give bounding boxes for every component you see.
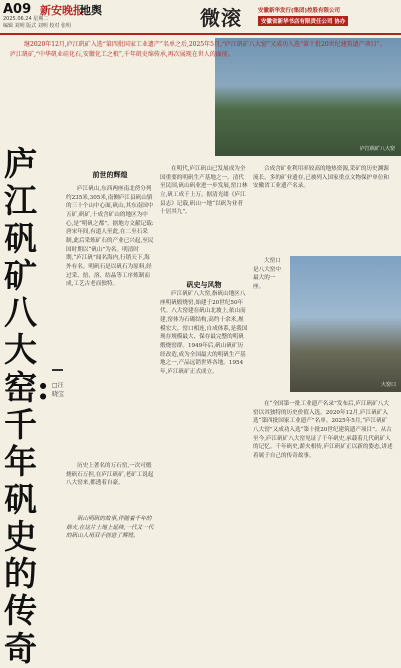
editors-line: 编辑 刘明 版式 刘明 校对 张明 (3, 23, 71, 29)
subhead-past-glory: 前世的辉煌 (92, 171, 128, 179)
photo-caption-top: 庐江矾矿八大窑 (359, 146, 395, 152)
body-column-1b: 历史上著名的万石窑,一次可煅烧矾石万担,在庐江矾矿,老矿工说起八大窑来,都透着自豪。 (66, 463, 154, 487)
photo-caption-side: 大窑口 (380, 382, 396, 388)
author-divider (52, 369, 63, 371)
header-rule (0, 33, 401, 35)
body-column-2: 在明代,庐江矾山已发展成为全国重要的明矾生产基地之一。清代至民国,矾山矾业进一步发展,窑口林立,矾工成千上万。据清光绪《庐江县志》记载,矾山一地“以矾为业者十居其九”。 (160, 166, 248, 216)
issue-date: 2025.06.24 星期二 (3, 16, 49, 22)
paper-name: 新安晚报 (40, 4, 84, 17)
section-name: 地舆 (80, 4, 102, 17)
kiln-mouth-photo (290, 256, 401, 392)
headline: 庐江矾矿八大窑:千年矾史的传奇 (4, 144, 50, 668)
sponsor-line-1: 安徽新华发行(集团)控股有限公司 (258, 8, 341, 14)
subhead-history: 矾史与风物 (186, 281, 222, 289)
body-column-3: 合成含矿业利用率较高的地热资源,采矿的历史渊源流长。多的矿业遗存,已被列入国家重点文物保护单位和安徽省工业遗产名录。 (253, 166, 390, 190)
author-byline: □汪晓宝 (52, 382, 65, 398)
lead-paragraph: 继2020年12月,庐江矾矿入选“第四批国家工业遗产”名单之后,2025年5月,“庐江矾矿八大窑”又成功入选“第十批20世纪建筑遗产项目”。庐江矾矿,“中华矾业硅化石,安徽化工之根”,千年矾史绵传承,再次展现在世人的面前。 (10, 41, 386, 58)
body-column-1: 庐江矾山,东西两座南北傍分列约235米,305米,南侧庐江县矾山镇的三十个山中心面,矾山,其东南国中五矿,矾矿,十成含矿山的地区为中心,是“明矾之都”。据地方文献记载:唐宋年间,有道人至此,在二至石采制,此后采炼矿石的产业已兴起,至民国时期以“矾山”为名。明清时期,“庐江矾”闻名海内,行销天下,海外有名。明矾石是以矾石为原料,经过采、焙、溶、结晶等工序炼制而成,工艺古老而独特。 (66, 186, 154, 288)
column-logo: 微滚 (200, 6, 242, 30)
page-number: A09 (3, 2, 32, 17)
body-column-3b: 大窑口是八大窑中最大的一座。 (253, 258, 281, 290)
body-column-3c: 在“全国第一批工业遗产名录”发布后,庐江矾矿八大窑以其独特的历史价值入选。2020年12月,庐江矾矿入选“第四批国家工业遗产”名单。2025年5月,“庐江矾矿八大窑”又成功入选“第十批20世纪建筑遗产项目”。从古至今,庐江矾矿八大窑见证了千年矾史,承载着几代矾矿人的记忆。千年矾史,薪火相传,庐江矾矿正以新的姿态,讲述着属于自己的传奇故事。 (253, 401, 393, 459)
sponsor-line-2: 安徽省新华书店有限责任公司 协办 (258, 16, 348, 26)
italic-note: 矾山明矾的故事,伴随着千年的烟火,在这片土地上延续,一代又一代的矾山人用双手创造了辉煌。 (66, 516, 154, 540)
body-column-2b: 庐江矾矿八大窑,指矾山地区八座明矾煅烧窑,始建于20世纪50年代。八大窑建在矾山北坡上,依山而建,窑体为石砌结构,高约十余米,规模宏大。窑口相连,自成体系,是我国现存规模最大、保存最完整的明矾煅烧窑群。1949年后,矾山矾矿历经改造,成为全国最大的明矾生产基地之一,产品远销世界各地。1954年,庐江矾矿正式成立。 (160, 291, 248, 375)
